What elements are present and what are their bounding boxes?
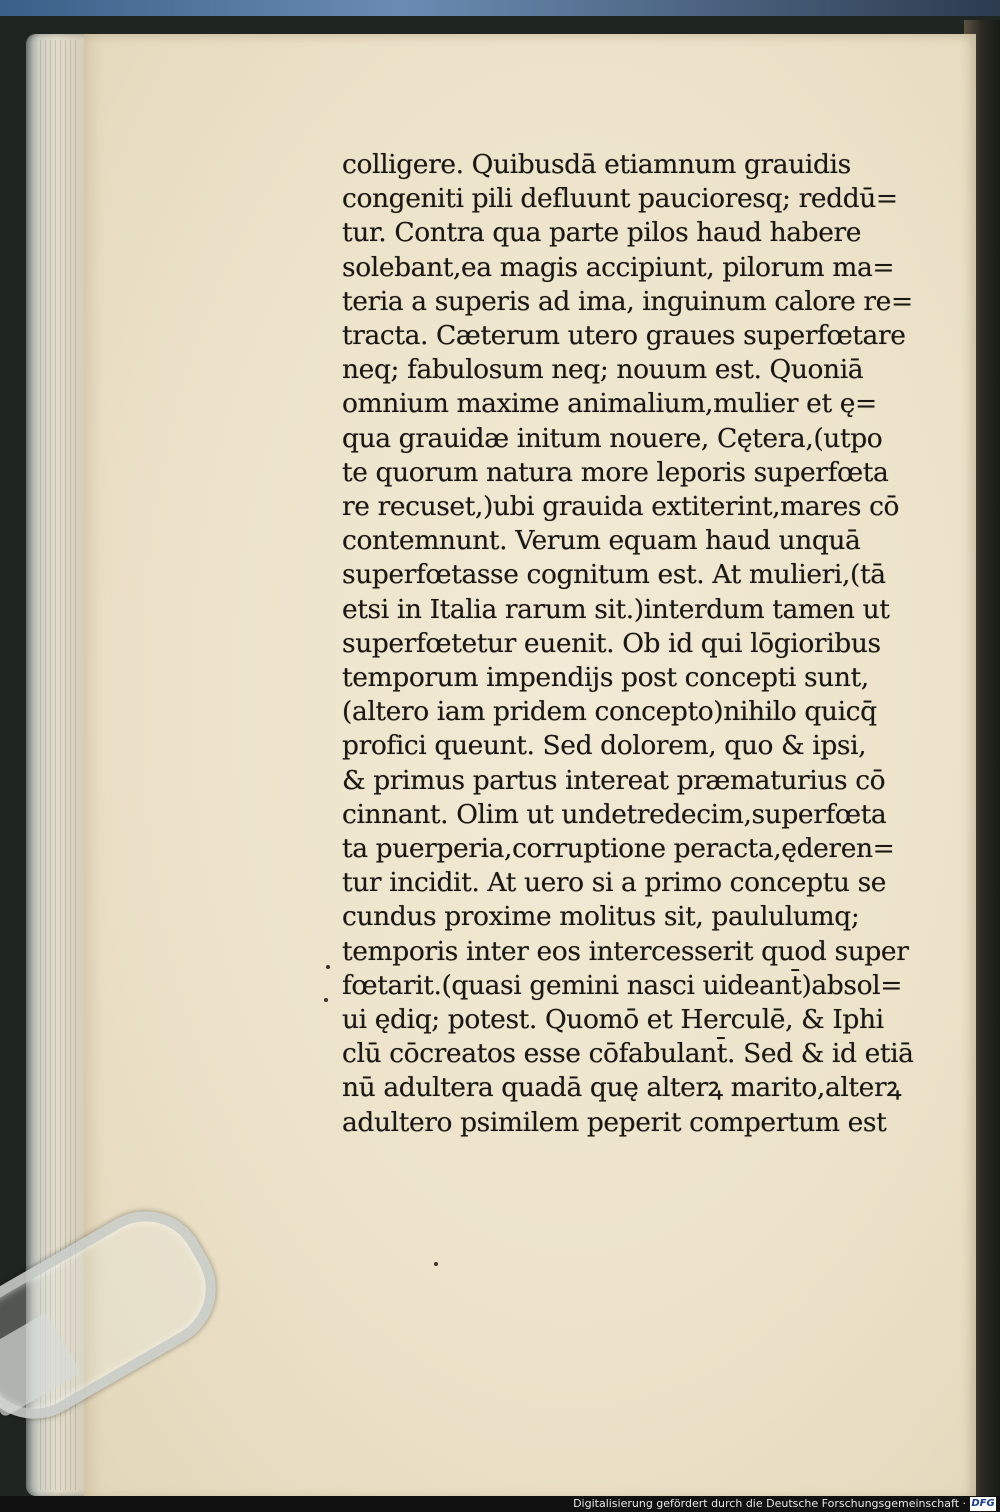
text-line: colligere. Quibusdā etiamnum grauidis (342, 149, 851, 180)
text-line: etsi in Italia rarum sit.)interdum tamen ut (342, 593, 890, 625)
text-line: adultero psimilem peperit compertum est (342, 1106, 887, 1138)
text-line: re recuset,)ubi grauida extiterint,mares cō (342, 491, 900, 523)
text-line: tur. Contra qua parte pilos haud habere (342, 217, 862, 249)
text-line: ta puerperia,corruptione peracta,ęderen= (342, 833, 895, 865)
text-line: clū cōcreatos esse cōfabulant̄. Sed & id etiā (342, 1038, 914, 1070)
text-line: neq; fabulosum neq; nouum est. Quoniā (342, 354, 864, 386)
text-line: tracta. Cæterum utero graues superfœtare (342, 320, 906, 352)
text-line: omnium maxime animalium,mulier et ę= (342, 388, 877, 420)
text-line: solebant,ea magis accipiunt, pilorum ma= (342, 251, 895, 283)
text-line: ui ędiq; potest. Quomō et Herculē, & Iphi (342, 1004, 884, 1036)
text-line: superfœtasse cognitum est. At mulieri,(tā (342, 559, 886, 591)
text-line: fœtarit.(quasi gemini nasci uideant̄)absol= (342, 969, 903, 1001)
text-line: profici queunt. Sed dolorem, quo & ipsi, (342, 730, 867, 762)
text-block (342, 148, 932, 1140)
margin-mark (324, 998, 328, 1002)
scanner-top-strip (0, 0, 1000, 16)
text-line: teria a superis ad ima, inguinum calore re= (342, 285, 913, 317)
text-line: nū adultera quadā quę alterꝝ marito,alterꝝ (342, 1072, 902, 1104)
text-line: cinnant. Olim ut undetredecim,superfœta (342, 798, 887, 830)
text-line: qua grauidæ initum nouere, Cętera,(utpo (342, 422, 883, 454)
footer-credit: Digitalisierung gefördert durch die Deutsche Forschungsgemeinschaft · (573, 1497, 966, 1510)
margin-mark (326, 965, 330, 969)
text-line: (altero iam pridem concepto)nihilo quicq̄ (342, 696, 877, 728)
stray-mark (434, 1262, 438, 1266)
text-line: temporum impendijs post concepti sunt, (342, 662, 869, 694)
text-line: temporis inter eos intercesserit quod super (342, 935, 909, 967)
text-line: & primus partus intereat præmaturius cō (342, 764, 886, 796)
text-line: tur incidit. At uero si a primo conceptu se (342, 867, 887, 899)
text-line: cundus proxime molitus sit, paululumq; (342, 901, 860, 933)
text-line: te quorum natura more leporis superfœta (342, 456, 889, 488)
digitization-footer (0, 1496, 1000, 1512)
dfg-logo: DFG (971, 1498, 995, 1509)
text-line: congeniti pili defluunt paucioresq; reddū= (342, 183, 898, 215)
text-line: superfœtetur euenit. Ob id qui lōgioribus (342, 627, 881, 659)
text-line: contemnunt. Verum equam haud unquā (342, 525, 861, 557)
